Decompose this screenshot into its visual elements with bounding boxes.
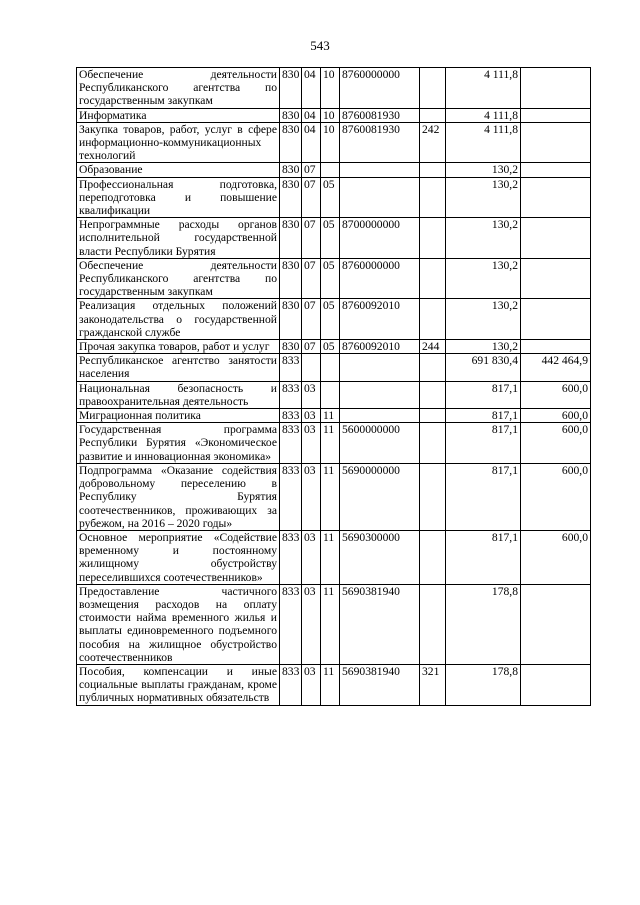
row-amount: 4 111,8 (446, 108, 521, 122)
row-name: Профессиональная подготовка, переподготовка и повышение квалификации (77, 177, 280, 218)
row-amount: 130,2 (446, 340, 521, 354)
row-name: Основное мероприятие «Содействие временному и постоянному жилищному обустройству переселившихся соотечественников» (77, 530, 280, 584)
row-subsection-code (321, 163, 340, 177)
row-target-article-code (340, 177, 420, 218)
page-number: 543 (310, 38, 330, 53)
row-subsection-code: 05 (321, 340, 340, 354)
row-subsection-code: 10 (321, 68, 340, 109)
row-name: Образование (77, 163, 280, 177)
row-section-code: 07 (302, 299, 321, 340)
table-row (77, 664, 591, 705)
row-department-code: 830 (280, 68, 302, 109)
table-row (77, 463, 591, 530)
row-amount-subventions (521, 68, 591, 109)
row-target-article-code (340, 381, 420, 408)
row-name: Пособия, компенсации и иные социальные выплаты гражданам, кроме публичных нормативных обязательств (77, 664, 280, 705)
row-expense-type-code (420, 354, 446, 381)
table-row (77, 530, 591, 584)
row-amount: 130,2 (446, 258, 521, 299)
row-subsection-code: 10 (321, 122, 340, 163)
row-expense-type-code: 321 (420, 664, 446, 705)
row-expense-type-code (420, 299, 446, 340)
row-name: Обеспечение деятельности Республиканского агентства по государственным закупкам (77, 258, 280, 299)
row-amount: 130,2 (446, 218, 521, 259)
row-section-code: 07 (302, 258, 321, 299)
row-amount: 130,2 (446, 163, 521, 177)
row-amount-subventions: 600,0 (521, 423, 591, 464)
row-department-code: 833 (280, 409, 302, 423)
row-subsection-code: 11 (321, 423, 340, 464)
row-target-article-code: 8760092010 (340, 299, 420, 340)
row-amount-subventions: 600,0 (521, 463, 591, 530)
row-subsection-code: 05 (321, 299, 340, 340)
row-department-code: 833 (280, 381, 302, 408)
row-amount: 817,1 (446, 381, 521, 408)
row-expense-type-code (420, 258, 446, 299)
row-amount-subventions (521, 177, 591, 218)
row-department-code: 830 (280, 218, 302, 259)
row-subsection-code: 11 (321, 664, 340, 705)
row-name: Государственная программа Республики Бурятия «Экономическое развитие и инновационная экономика» (77, 423, 280, 464)
row-amount-subventions (521, 122, 591, 163)
row-amount: 178,8 (446, 584, 521, 664)
row-department-code: 830 (280, 108, 302, 122)
row-department-code: 833 (280, 584, 302, 664)
row-name: Реализация отдельных положений законодательства о государственной гражданской службе (77, 299, 280, 340)
row-target-article-code: 8760081930 (340, 108, 420, 122)
row-amount: 817,1 (446, 463, 521, 530)
row-section-code: 07 (302, 163, 321, 177)
row-department-code: 830 (280, 163, 302, 177)
row-subsection-code: 11 (321, 530, 340, 584)
row-section-code: 03 (302, 381, 321, 408)
row-subsection-code (321, 381, 340, 408)
row-department-code: 830 (280, 299, 302, 340)
row-department-code: 830 (280, 258, 302, 299)
row-name: Национальная безопасность и правоохранительная деятельность (77, 381, 280, 408)
row-subsection-code (321, 354, 340, 381)
table-row (77, 163, 591, 177)
row-amount: 4 111,8 (446, 68, 521, 109)
table-row (77, 68, 591, 109)
row-amount-subventions (521, 258, 591, 299)
row-expense-type-code (420, 423, 446, 464)
row-expense-type-code: 242 (420, 122, 446, 163)
row-amount-subventions: 600,0 (521, 381, 591, 408)
row-department-code: 833 (280, 530, 302, 584)
row-amount-subventions (521, 299, 591, 340)
row-section-code: 03 (302, 463, 321, 530)
row-name: Прочая закупка товаров, работ и услуг (77, 340, 280, 354)
table-row (77, 258, 591, 299)
row-amount: 691 830,4 (446, 354, 521, 381)
table-row (77, 409, 591, 423)
row-subsection-code: 10 (321, 108, 340, 122)
row-name: Закупка товаров, работ, услуг в сфере информационно-коммуникационных технологий (77, 122, 280, 163)
row-expense-type-code (420, 584, 446, 664)
row-target-article-code: 5690381940 (340, 664, 420, 705)
row-department-code: 833 (280, 463, 302, 530)
row-section-code: 07 (302, 218, 321, 259)
row-name: Непрограммные расходы органов исполнительной государственной власти Республики Бурятия (77, 218, 280, 259)
row-subsection-code: 11 (321, 584, 340, 664)
row-name: Миграционная политика (77, 409, 280, 423)
row-amount-subventions (521, 584, 591, 664)
row-expense-type-code (420, 381, 446, 408)
row-department-code: 830 (280, 122, 302, 163)
row-expense-type-code (420, 163, 446, 177)
row-amount: 4 111,8 (446, 122, 521, 163)
row-name: Обеспечение деятельности Республиканского агентства по государственным закупкам (77, 68, 280, 109)
row-subsection-code: 11 (321, 463, 340, 530)
row-subsection-code: 05 (321, 258, 340, 299)
row-expense-type-code (420, 463, 446, 530)
row-subsection-code: 05 (321, 218, 340, 259)
row-target-article-code: 8760000000 (340, 258, 420, 299)
row-expense-type-code (420, 409, 446, 423)
row-section-code: 07 (302, 177, 321, 218)
table-row (77, 122, 591, 163)
row-target-article-code: 8760000000 (340, 68, 420, 109)
row-amount-subventions (521, 218, 591, 259)
row-name: Предоставление частичного возмещения расходов на оплату стоимости найма временного жилья и выплаты единовременного подъемного пособия на жилищное обустройство соотечественников (77, 584, 280, 664)
row-section-code: 03 (302, 584, 321, 664)
row-name: Республиканское агентство занятости населения (77, 354, 280, 381)
row-target-article-code (340, 163, 420, 177)
table-row (77, 340, 591, 354)
table-row (77, 218, 591, 259)
row-amount-subventions (521, 340, 591, 354)
row-department-code: 833 (280, 423, 302, 464)
row-section-code: 04 (302, 122, 321, 163)
row-target-article-code (340, 354, 420, 381)
table-row (77, 354, 591, 381)
row-amount-subventions: 600,0 (521, 409, 591, 423)
row-subsection-code: 11 (321, 409, 340, 423)
row-department-code: 830 (280, 177, 302, 218)
row-subsection-code: 05 (321, 177, 340, 218)
row-expense-type-code (420, 530, 446, 584)
row-section-code: 03 (302, 530, 321, 584)
row-target-article-code: 8760092010 (340, 340, 420, 354)
row-section-code: 03 (302, 409, 321, 423)
row-amount: 130,2 (446, 177, 521, 218)
row-target-article-code: 5690300000 (340, 530, 420, 584)
row-department-code: 830 (280, 340, 302, 354)
row-department-code: 833 (280, 354, 302, 381)
table-row (77, 584, 591, 664)
row-target-article-code: 5690000000 (340, 463, 420, 530)
row-target-article-code: 8760081930 (340, 122, 420, 163)
row-amount-subventions (521, 664, 591, 705)
row-amount: 178,8 (446, 664, 521, 705)
row-amount: 817,1 (446, 423, 521, 464)
row-section-code: 03 (302, 423, 321, 464)
row-name: Информатика (77, 108, 280, 122)
row-amount-subventions: 600,0 (521, 530, 591, 584)
table-row (77, 177, 591, 218)
row-target-article-code: 8700000000 (340, 218, 420, 259)
table-row (77, 381, 591, 408)
row-expense-type-code (420, 108, 446, 122)
row-expense-type-code: 244 (420, 340, 446, 354)
row-target-article-code: 5690381940 (340, 584, 420, 664)
budget-table (76, 67, 591, 706)
row-target-article-code (340, 409, 420, 423)
row-expense-type-code (420, 218, 446, 259)
row-department-code: 833 (280, 664, 302, 705)
row-section-code: 04 (302, 68, 321, 109)
row-name: Подпрограмма «Оказание содействия добровольному переселению в Республику Бурятия соотечественников, проживающих за рубежом, на 2016 – 2020 годы» (77, 463, 280, 530)
row-amount: 817,1 (446, 409, 521, 423)
row-target-article-code: 5600000000 (340, 423, 420, 464)
row-amount: 130,2 (446, 299, 521, 340)
table-row (77, 299, 591, 340)
row-amount-subventions: 442 464,9 (521, 354, 591, 381)
row-amount-subventions (521, 163, 591, 177)
row-section-code (302, 354, 321, 381)
table-row (77, 423, 591, 464)
row-expense-type-code (420, 177, 446, 218)
table-row (77, 108, 591, 122)
row-section-code: 04 (302, 108, 321, 122)
row-expense-type-code (420, 68, 446, 109)
row-amount: 817,1 (446, 530, 521, 584)
row-section-code: 03 (302, 664, 321, 705)
row-amount-subventions (521, 108, 591, 122)
row-section-code: 07 (302, 340, 321, 354)
